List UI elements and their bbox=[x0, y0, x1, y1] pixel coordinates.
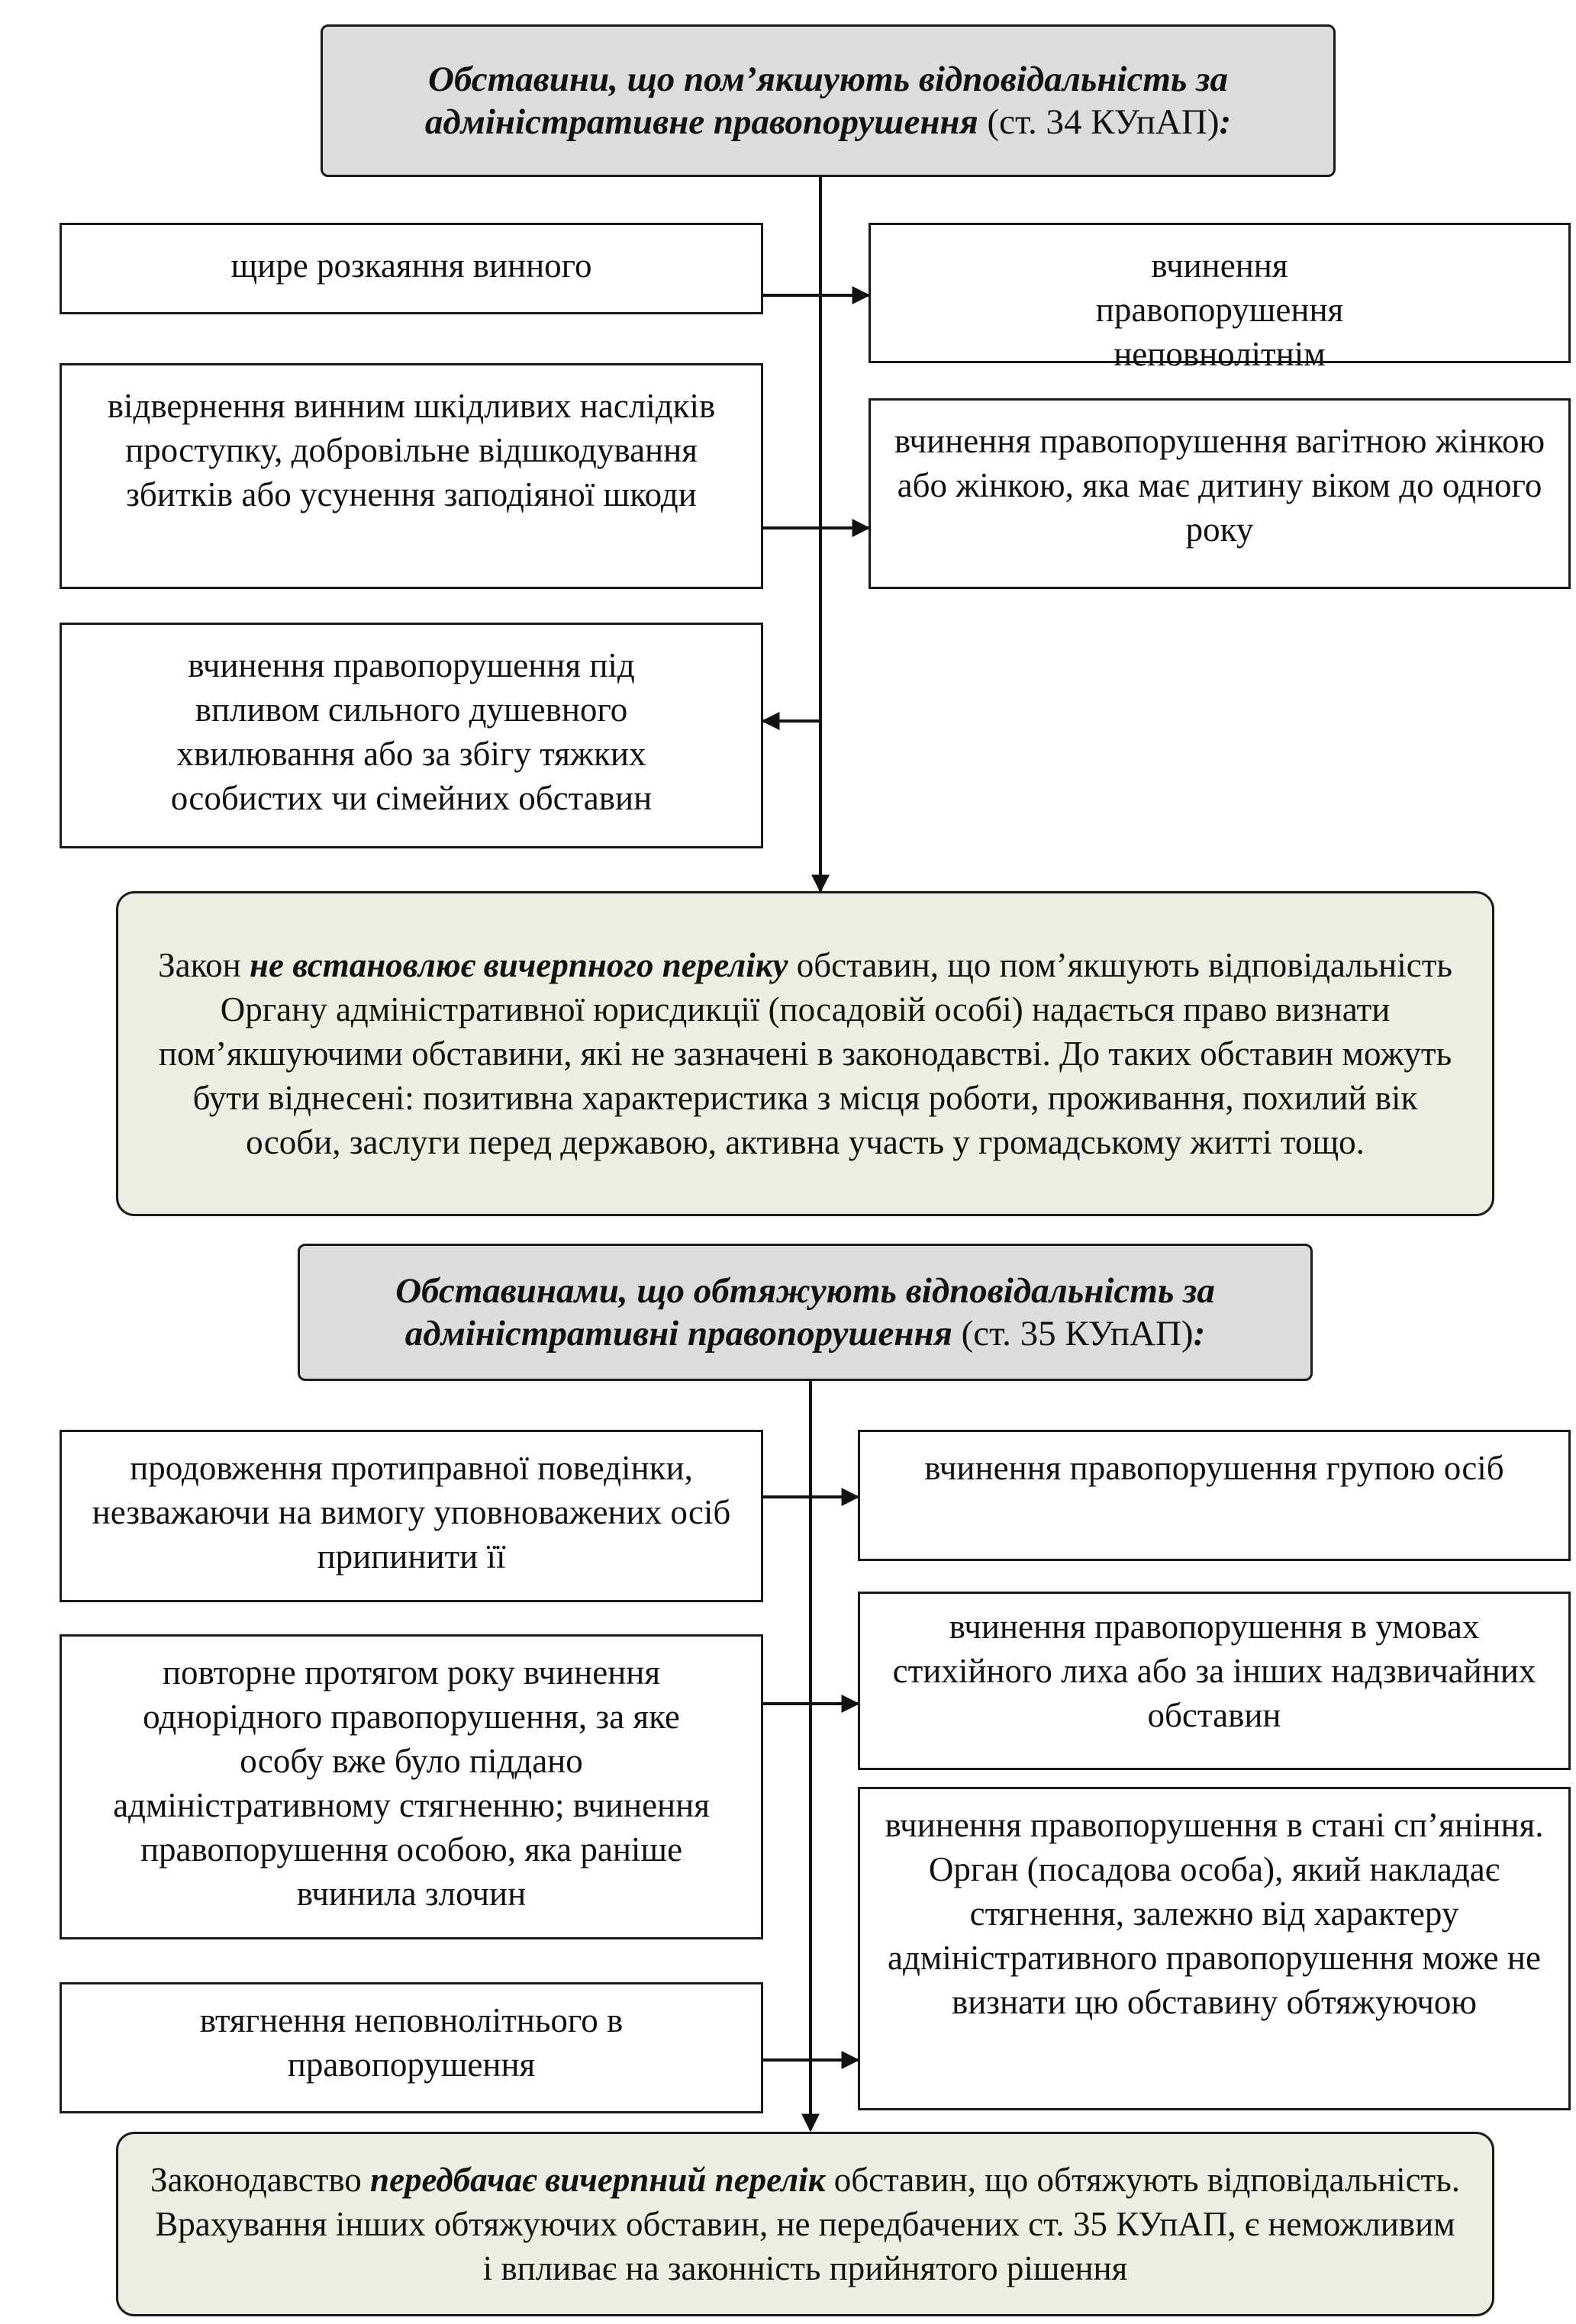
mitigating-right-item-2 bbox=[869, 398, 1571, 589]
mitigating-note-after: обставин, що пом’якшують відповідальність Органу адміністративної юрисдикції (посадовій особі) надається право визнати пом’якшуючими обставини, які не зазначені в законодавстві. До таких обставин можуть бути віднесені: позитивна характеристика з місця роботи, проживання, похилий вік особи, заслуги перед державою, активна участь у громадському житті тощо. bbox=[158, 946, 1452, 1161]
aggravating-header-box bbox=[298, 1244, 1313, 1381]
aggravating-left-item-3 bbox=[60, 1982, 763, 2113]
aggravating-right-item-3 bbox=[858, 1787, 1571, 2110]
aggravating-right-item-1-text: вчинення правопорушення групою осіб bbox=[924, 1449, 1504, 1487]
mitigating-right-item-1 bbox=[869, 223, 1571, 373]
mitigating-left-item-3 bbox=[60, 623, 763, 848]
mitigating-header-text bbox=[338, 58, 1318, 143]
aggravating-left-item-3-text: втягнення неповнолітнього в правопорушення bbox=[199, 2001, 624, 2084]
aggravating-right-item-2-text: вчинення правопорушення в умовах стихійного лиха або за інших надзвичайних обставин bbox=[892, 1608, 1536, 1734]
aggravating-left-item-2-text: повторне протягом року вчинення однорідного правопорушення, за яке особу вже було піддано адміністративному стягненню; вчинення правопорушення особою, яка раніше вчинила злочин bbox=[113, 1653, 710, 1913]
aggravating-left-item-1 bbox=[60, 1430, 763, 1602]
aggravating-header-reference: (ст. 35 КУпАП) bbox=[952, 1314, 1194, 1354]
aggravating-right-item-3-text: вчинення правопорушення в стані сп’яніння. Орган (посадова особа), який накладає стягнення, залежно від характеру адміністративного правопорушення може не визнати цю обставину обтяжуючою bbox=[885, 1806, 1544, 2021]
aggravating-note-emphasis: передбачає вичерпний перелік bbox=[370, 2161, 826, 2199]
aggravating-note-text bbox=[149, 2158, 1462, 2290]
mitigating-header-reference: (ст. 34 КУпАП) bbox=[978, 102, 1220, 142]
mitigating-left-item-1-text: щире розкаяння винного bbox=[230, 246, 592, 285]
aggravating-note-box bbox=[116, 2132, 1494, 2316]
aggravating-right-item-2 bbox=[858, 1592, 1571, 1770]
aggravating-header-title: Обставинами, що обтяжують відповідальність за адміністративні правопорушення bbox=[395, 1271, 1215, 1354]
aggravating-header-text bbox=[353, 1270, 1257, 1355]
mitigating-header-colon: : bbox=[1219, 102, 1232, 142]
aggravating-header-colon: : bbox=[1193, 1314, 1206, 1354]
aggravating-left-item-2 bbox=[60, 1634, 763, 1939]
aggravating-note-after: обставин, що обтяжують відповідальність. Врахування інших обтяжуючих обставин, не передбачених ст. 35 КУпАП, є неможливим і впливає на законність прийнятого рішення bbox=[155, 2161, 1460, 2287]
aggravating-right-item-1 bbox=[858, 1430, 1571, 1561]
mitigating-note-text bbox=[149, 943, 1462, 1164]
mitigating-left-item-1 bbox=[60, 223, 763, 314]
mitigating-left-item-2-text: відвернення винним шкідливих наслідків проступку, добровільне відшкодування збитків або усунення заподіяної шкоди bbox=[107, 387, 716, 513]
aggravating-note-before: Законодавство bbox=[150, 2161, 371, 2199]
mitigating-header-title: Обставини, що пом’якшують відповідальність за адміністративне правопорушення bbox=[424, 60, 1228, 142]
mitigating-note-before: Закон bbox=[158, 946, 250, 984]
mitigating-right-item-1-text: вчинення правопорушення неповнолітнім bbox=[1095, 246, 1344, 373]
mitigating-note-box bbox=[116, 891, 1494, 1216]
mitigating-left-item-2 bbox=[60, 363, 763, 589]
aggravating-left-item-1-text: продовження протиправної поведінки, незважаючи на вимогу уповноважених осіб припинити її bbox=[92, 1449, 731, 1576]
mitigating-note-emphasis: не встановлює вичерпного переліку bbox=[250, 946, 788, 984]
mitigating-left-item-3-text: вчинення правопорушення під впливом сильного душевного хвилювання або за збігу тяжких особистих чи сімейних обставин bbox=[170, 646, 653, 817]
mitigating-right-item-2-text: вчинення правопорушення вагітною жінкою або жінкою, яка має дитину віком до одного року bbox=[894, 422, 1545, 549]
mitigating-header-box bbox=[321, 24, 1336, 177]
